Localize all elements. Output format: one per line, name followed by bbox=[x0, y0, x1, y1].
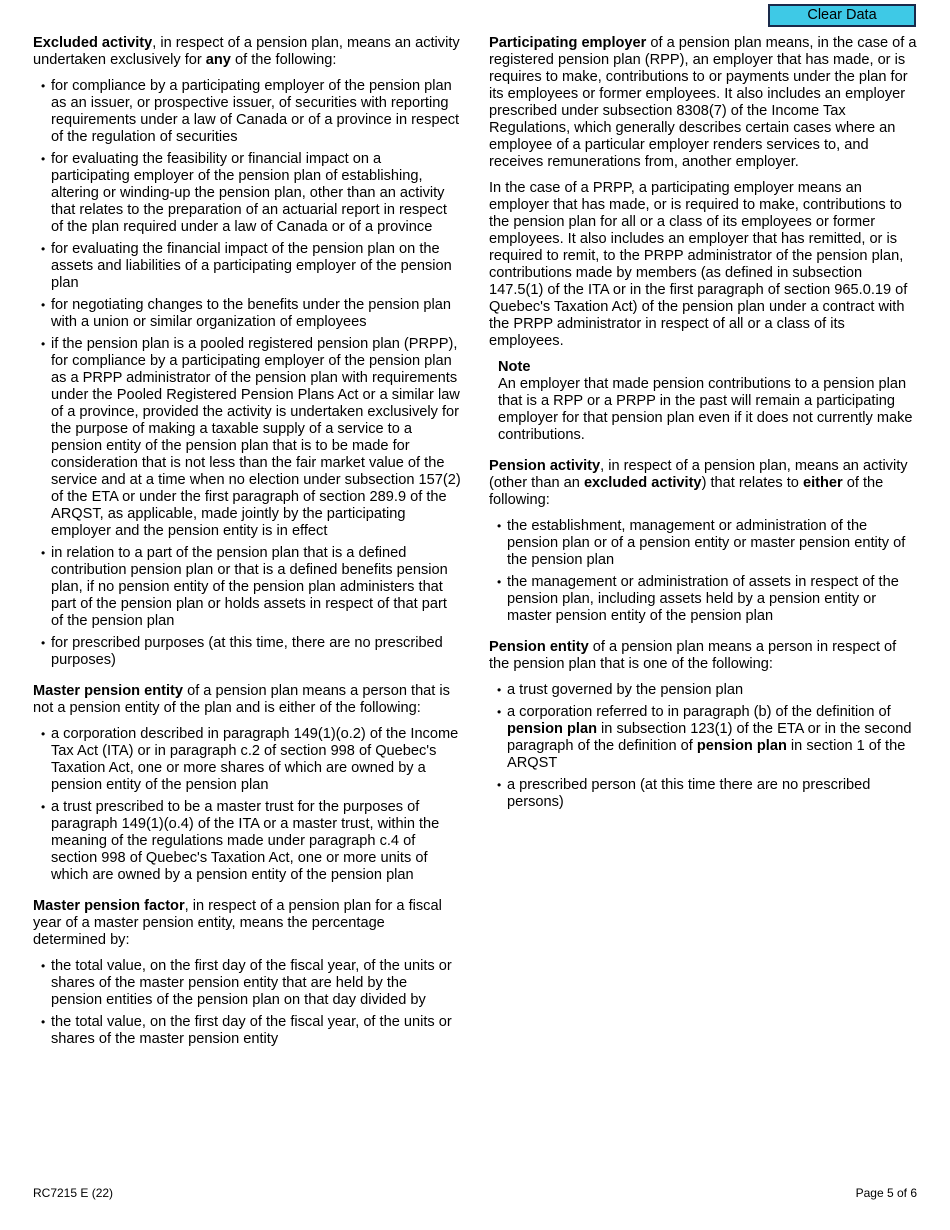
participating-employer-prpp: In the case of a PRPP, a participating employer means an employer that has made, or is required to make, contributions to the pension plan for all or a class of its employees or former employees. It also includes an employer that has remitted, or is required to remit, to the PRPP administrator of the pension plan, contributions made by members (as defined in subsection 147.5(1) of the ITA or in the first paragraph of section 965.0.19 of Quebec's Taxation Act) of the pension plan under a contract with the PRPP administrator in respect of all or a class of its employees. bbox=[489, 180, 908, 349]
master-pension-factor-list bbox=[33, 958, 461, 1048]
participating-employer-definition: Participating employer of a pension plan means, in the case of a registered pension plan (RPP), an employer that has made, or is requires to make, contributions to or payments under the plan for its employees or former employees. It also includes an employer prescribed under subsection 8308(7) of the Income Tax Regulations, which generally describes certain cases where an employee of a particular employer renders services to, and receives remunerations from, another employer. bbox=[489, 35, 917, 170]
pension-activity-term: Pension activity bbox=[489, 458, 601, 474]
pension-entity-definition: Pension entity of a pension plan means a person in respect of the pension plan that is one of the following: bbox=[489, 639, 897, 672]
pension-entity-list bbox=[489, 682, 919, 811]
list-item: • if the pension plan is a pooled registered pension plan (PRPP), for compliance by a participating employer of the pension plan as a PRPP administrator of the pension plan with requirements under the Pooled Registered Pension Plans Act or a similar law of a province, provided the activity is undertaken exclusively for the purpose of making a taxable supply of a service to a pension entity of the pension plan that is to be made for consideration that is not less than the fair market value of the service and at a time when no election under subsection 157(2) of the ETA or under the first paragraph of section 289.9 of the ARQST, as applicable, made jointly by the participating employer and the pension entity is in effect bbox=[33, 336, 461, 540]
list-item: • the establishment, management or administration of the pension plan or of a pension entity or master pension entity of the pension plan bbox=[489, 518, 919, 569]
list-item: • the total value, on the first day of the fiscal year, of the units or shares of the master pension entity bbox=[33, 1014, 461, 1048]
pension-activity-list bbox=[489, 518, 919, 625]
master-pension-entity-definition: Master pension entity of a pension plan means a person that is not a pension entity of the plan and is either of the following: bbox=[33, 683, 450, 716]
list-item: • a prescribed person (at this time there are no prescribed persons) bbox=[489, 777, 919, 811]
list-item: • a corporation referred to in paragraph (b) of the definition of pension plan in subsection 123(1) of the ETA or in the second paragraph of the definition of pension plan in section 1 of the ARQST bbox=[489, 704, 919, 772]
excluded-activity-term: Excluded activity bbox=[33, 35, 153, 51]
master-pension-entity-list bbox=[33, 726, 461, 884]
excluded-activity-list bbox=[33, 78, 461, 669]
pension-entity-term: Pension entity bbox=[489, 639, 589, 655]
list-item: • a trust governed by the pension plan bbox=[489, 682, 919, 699]
page-number: Page 5 of 6 bbox=[855, 1186, 917, 1200]
list-item: • for evaluating the financial impact of the pension plan on the assets and liabilities of a participating employer of the pension plan bbox=[33, 241, 461, 292]
master-pension-factor-definition: Master pension factor, in respect of a pension plan for a fiscal year of a master pension entity, means the percentage determined by: bbox=[33, 898, 442, 948]
form-number: RC7215 E (22) bbox=[33, 1186, 114, 1200]
note-text: An employer that made pension contributions to a pension plan that is a RPP or a PRPP in the past will remain a participating employer for that pension plan even if it does not currently make contributions. bbox=[498, 376, 913, 443]
list-item: • a trust prescribed to be a master trust for the purposes of paragraph 149(1)(o.4) of the ITA or a master trust, within the meaning of the regulations made under paragraph c.4 of section 998 of Quebec's Taxation Act, one or more units of which are owned by a pension entity of the pension plan bbox=[33, 799, 461, 884]
master-pension-factor-term: Master pension factor bbox=[33, 898, 185, 914]
list-item: • in relation to a part of the pension plan that is a defined contribution pension plan or that is a defined benefits pension plan, if no pension entity of the pension plan administers that part of the pension plan or holds assets in respect of that part of the pension plan bbox=[33, 545, 461, 630]
list-item: • the management or administration of assets in respect of the pension plan, including assets held by a pension entity or master pension entity of the pension plan bbox=[489, 574, 919, 625]
left-column bbox=[33, 35, 461, 1056]
pension-activity-definition: Pension activity, in respect of a pension plan, means an activity (other than an excluded activity) that relates to either of the following: bbox=[489, 458, 908, 508]
list-item: • for compliance by a participating employer of the pension plan as an issuer, or prospective issuer, of securities with reporting requirements under a law of Canada or of a province in respect of the regulation of securities bbox=[33, 78, 461, 146]
note-title: Note bbox=[498, 359, 531, 375]
list-item: • for prescribed purposes (at this time, there are no prescribed purposes) bbox=[33, 635, 461, 669]
right-column bbox=[489, 35, 919, 819]
list-item: • for negotiating changes to the benefits under the pension plan with a union or similar organization of employees bbox=[33, 297, 461, 331]
list-item: • a corporation described in paragraph 149(1)(o.2) of the Income Tax Act (ITA) or in paragraph c.2 of section 998 of Quebec's Taxation Act, one or more shares of which are owned by a pension entity of the pension plan bbox=[33, 726, 461, 794]
participating-employer-term: Participating employer bbox=[489, 35, 647, 51]
master-pension-entity-term: Master pension entity bbox=[33, 683, 184, 699]
list-item: • for evaluating the feasibility or financial impact on a participating employer of the pension plan of establishing, altering or winding-up the pension plan, other than an activity that relates to the preparation of an actuarial report in respect of the plan required under a law of Canada or of a province bbox=[33, 151, 461, 236]
clear-data-button[interactable]: Clear Data bbox=[768, 4, 916, 27]
excluded-activity-definition: Excluded activity, in respect of a pension plan, means an activity undertaken exclusively for any of the following: bbox=[33, 35, 460, 68]
note-box bbox=[498, 359, 919, 444]
list-item: • the total value, on the first day of the fiscal year, of the units or shares of the master pension entity that are held by the pension entities of the pension plan on that day divided by bbox=[33, 958, 461, 1009]
